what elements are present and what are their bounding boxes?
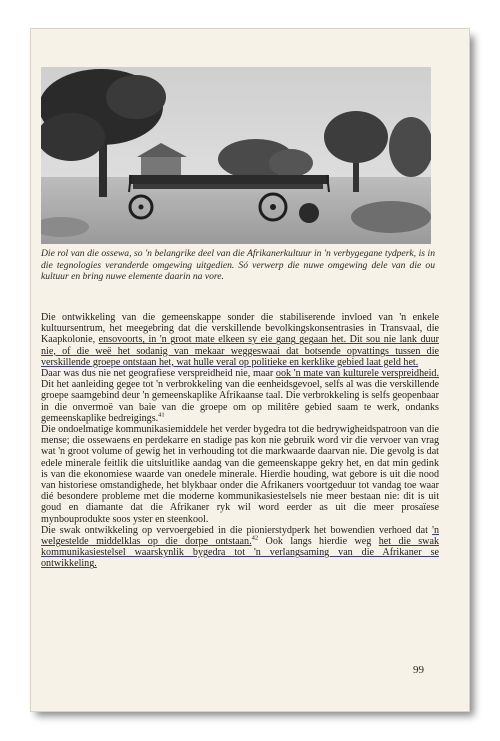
photo-caption: Die rol van die ossewa, so 'n belangrike deel van die Afrikanerkultuur in 'n verbygegane tydperk, is in die tegnologies veranderde omgewing uitgedien. Só verwerp die nuwe omgewing dele van die ou kultuur en bring nuwe elemente daarin na vore. [41,248,435,283]
paragraph-2-text: Daar was dus nie net geografiese verspreidheid nie, maar [41,368,276,380]
body-text [41,312,439,570]
book-page [30,28,470,712]
ox-wagon-photo [41,67,431,244]
paragraph-1-text: Die ontwikkeling van die gemeenskappe sonder die stabiliserende invloed van 'n enkele kultuursentrum, het meegebring dat die verskillende bevolkingskonsentrasies in Transvaal, die Kaapkolonie, [41,312,439,346]
paragraph-3 [41,424,439,525]
paragraph-4-text: Die swak ontwikkeling op vervoergebied in die pionierstydperk het bowendien verhoed dat [41,524,433,536]
paragraph-2 [41,368,439,424]
footnote-ref-41: 41 [158,411,165,419]
paragraph-4-underlined-2: het die swak kommunikasiestelsel waarskynlik bygedra tot 'n verlangsaming van die Afrikaner se ontwikkeling. [41,536,439,570]
footnote-ref-42: 42 [251,534,259,542]
paragraph-2-underlined: ook 'n mate van kulturele verspreidheid. [275,368,439,380]
paragraph-1-underlined: ensovoorts, in 'n groot mate elkeen sy eie gang gegaan het. Dit sou nie lank duur nie, of die weë het sodanig van mekaar weggeswaai dat botsende opvattings tussen die verskillende groepe ontstaan het, wat hulle veral op politieke en kerklike gebied laat geld het. [41,334,439,368]
page-number: 99 [413,664,424,676]
paragraph-4-underlined: 'n welgestelde middelklas op die dorpe ontstaan. [41,524,439,548]
paragraph-2-text-cont: Dit het aanleiding gegee tot 'n verbrokkeling van die eenheidsgevoel, selfs al was die verskillende groepe saamgebind deur 'n gemeenskaplike Afrikaanse taal. Die verbrokkeling is selfs geopenbaar in die onvermoë van baie van die groepe om op militêre gebied saam te werk, ondanks gemeenskaplike bedreigings. [41,379,439,424]
paragraph-4-text-cont: Ook langs hierdie weg [258,536,379,548]
paragraph-4 [41,525,439,570]
paragraph-1 [41,312,439,368]
paragraph-3-text: Die ondoelmatige kommunikasiemiddele het verder bygedra tot die bedrywigheidspatroon van die mense; die ossewaens en perdekarre en stadige pas kon nie gebruik word vir die vervoer van vrag wat 'n groot volume of gewig het in verhouding tot die markwaarde daarvan nie. Die gevolg is dat edele minerale feitlik die uitsluitlike aandag van die gemeenskappe gekry het, en dat min gedink is van die ekonomiese waarde van onedele minerale. Hierdie houding, wat gebore is uit die nood van historiese omstandighede, het blykbaar onder die Afrikaners voortgeduur tot vandag toe waar dié besondere probleme met die moderne kommunikasiestelsels nie meer bestaan nie: dit is uit goud en diamante dat die Afrikaner ryk wil word eerder as uit die meer prosaïese mynbouprodukte soos yster en steenkool. [41,424,439,525]
